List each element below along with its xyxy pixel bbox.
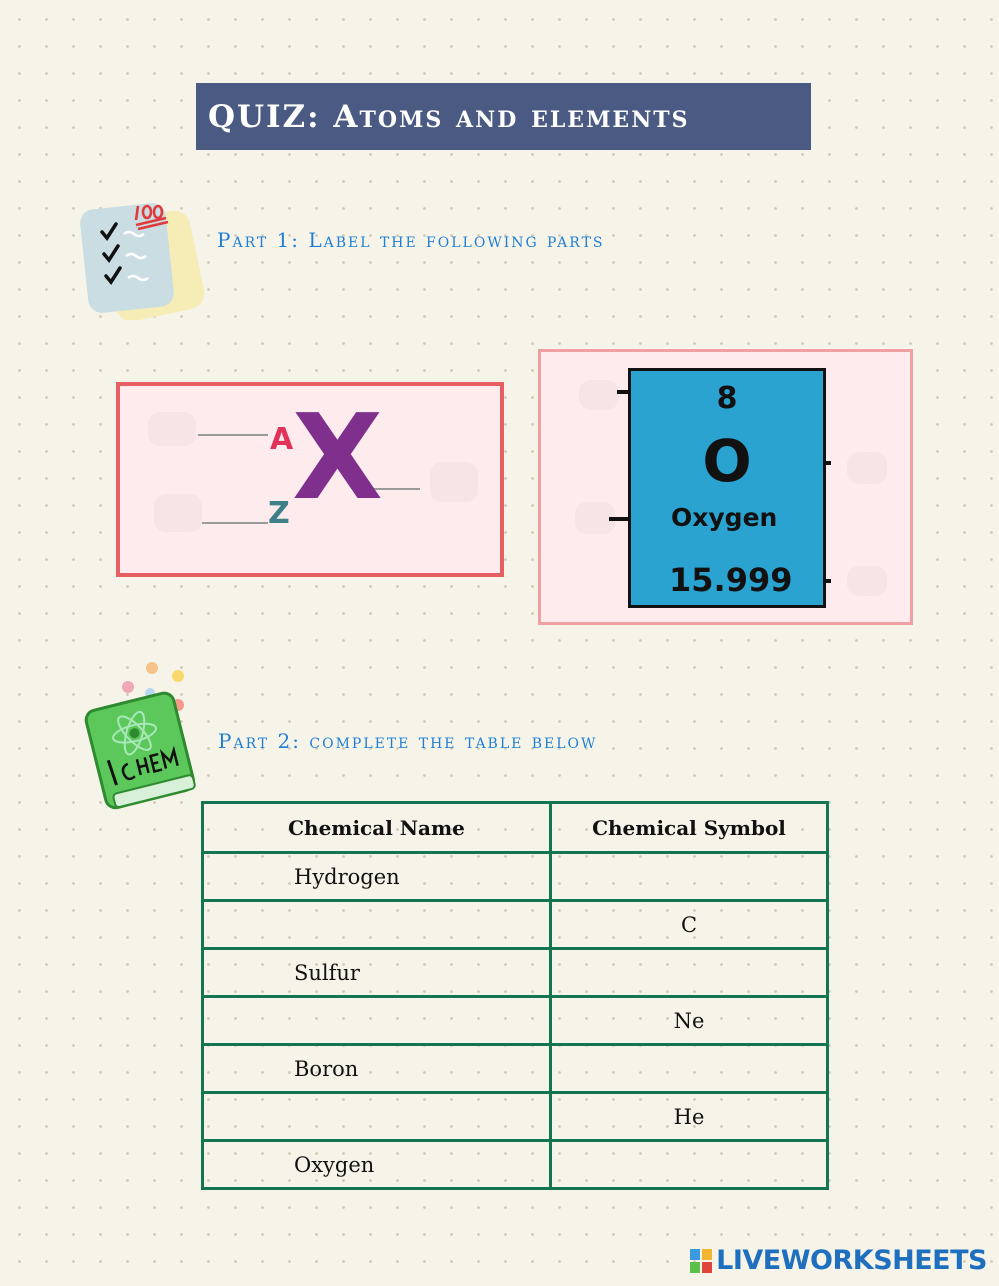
element-symbol-letter: X [292,388,383,526]
chemistry-book-icon [82,660,202,815]
atomic-number: 8 [716,381,738,416]
cell-name-input[interactable] [203,1093,551,1141]
page-title: QUIZ: Atoms and elements [196,83,811,150]
cell-name: Boron [203,1045,551,1093]
table-row [203,949,828,997]
cell-name: Sulfur [203,949,551,997]
atomic-number-letter: Z [268,496,290,531]
mass-number-letter: A [270,422,294,457]
cell-name: Hydrogen [203,853,551,901]
cell-name: Oxygen [203,1141,551,1189]
mass-number-line [198,434,268,436]
atomic-number-answer-box[interactable] [154,494,202,532]
table-header-row [203,803,828,853]
cell-symbol-input[interactable] [551,853,828,901]
cell-name-input[interactable] [203,997,551,1045]
part1-heading: Part 1: Label the following parts [217,228,605,252]
table-row [203,1093,828,1141]
element-symbol: O [702,427,752,495]
part2-heading: Part 2: complete the table below [218,729,598,753]
header-chemical-name: Chemical Name [203,803,551,853]
table-row [203,1141,828,1189]
header-chemical-symbol: Chemical Symbol [551,803,828,853]
table-row [203,853,828,901]
checklist-icon [80,198,210,320]
mass-number-answer-box[interactable] [148,412,196,446]
element-name: Oxygen [671,503,778,532]
cell-symbol: C [551,901,828,949]
element-tile-box [538,349,913,625]
cell-symbol-input[interactable] [551,1045,828,1093]
cell-symbol-input[interactable] [551,949,828,997]
oxygen-element-tile [628,368,826,608]
table-row [203,1045,828,1093]
nuclide-notation-box [116,382,504,577]
atomic-mass: 15.999 [669,561,793,599]
table-row [203,901,828,949]
element-symbol-answer-box[interactable] [430,462,478,502]
chemical-table [201,801,829,1190]
cell-symbol-input[interactable] [551,1141,828,1189]
table-row [203,997,828,1045]
brand-text: LIVEWORKSHEETS [716,1245,987,1276]
cell-name-input[interactable] [203,901,551,949]
cell-symbol: He [551,1093,828,1141]
atomic-number-line [202,522,268,524]
cell-symbol: Ne [551,997,828,1045]
liveworksheets-brand [690,1245,987,1276]
liveworksheets-logo-icon [690,1249,712,1273]
